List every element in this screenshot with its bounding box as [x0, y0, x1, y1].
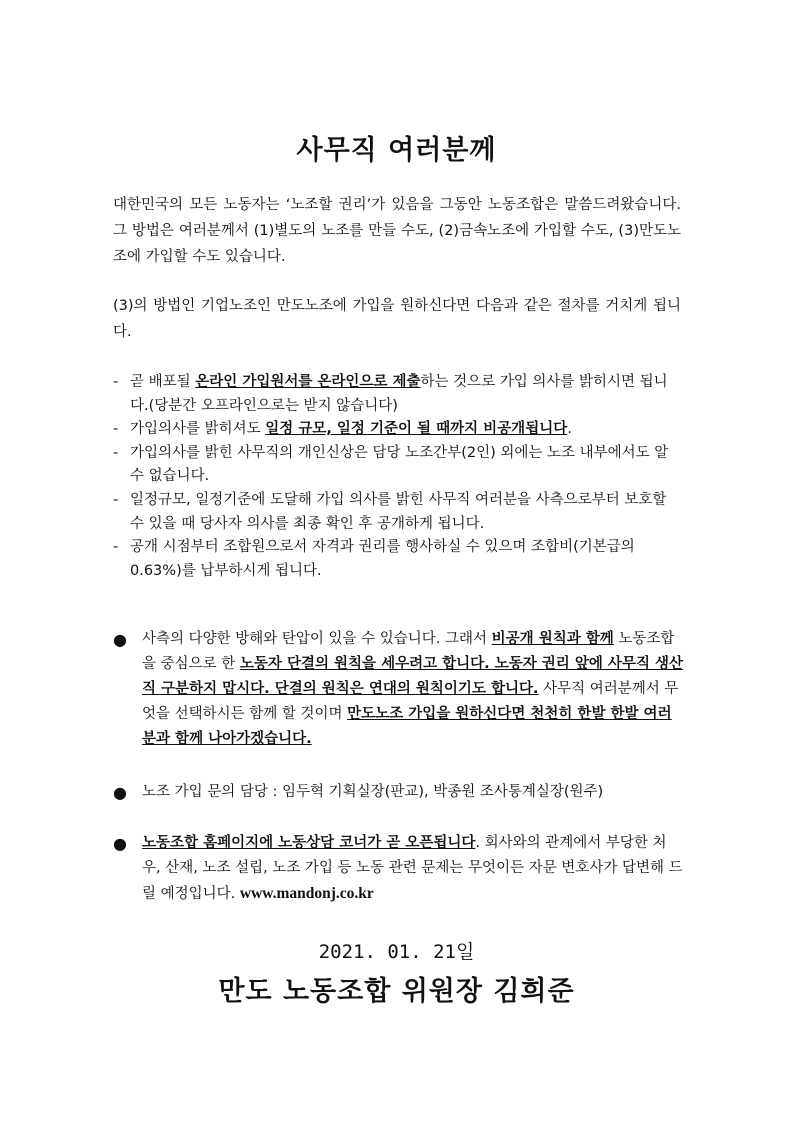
dash-marker: - — [113, 444, 119, 461]
note-emphasis: 비공개 원칙과 함께 — [491, 631, 614, 647]
bullet-dot-icon: ● — [113, 834, 127, 853]
dash-marker: - — [113, 491, 119, 508]
dash-marker: - — [113, 539, 119, 556]
note-emphasis: 노동자 단결의 원칙을 세우려고 합니다. 노동자 권리 앞에 사무직 생산직 구분하지 맙시다. 단결의 원칙은 연대의 원칙이기도 합니다. — [142, 656, 684, 697]
procedure-item — [113, 442, 683, 489]
procedure-text: 하는 것으로 가입 의사를 밝히시면 됩니다.(당분간 오프라인으로는 받지 않습니다) — [130, 374, 668, 414]
procedure-text: 곧 배포될 — [130, 374, 196, 390]
procedure-item — [113, 371, 683, 418]
note-emphasis: 노동조합 홈페이지에 노동상담 코너가 곧 오픈됩니다 — [142, 835, 476, 851]
intro-paragraph-1: 대한민국의 모든 노동자는 ‘노조할 권리’가 있음을 그동안 노동조합은 말씀드려왔습니다. 그 방법은 여러분께서 (1)별도의 노조를 만들 수도, (2)금속노조에 가입할 수도, (3)만도노조에 가입할 수도 있습니다. — [113, 197, 681, 265]
document-date: 2021. 01. 21일 — [318, 941, 475, 963]
dash-marker: - — [113, 421, 119, 438]
note-text — [113, 627, 683, 752]
procedure-text: 공개 시점부터 조합원으로서 자격과 권리를 행사하실 수 있으며 조합비(기본급의 0.63%)를 납부하시게 됩니다. — [130, 539, 635, 579]
note-segment: . 회사와의 관계에서 부당한 처우, 산재, 노조 설립, 노조 가입 등 노동 관련 문제는 무엇이든 자문 변호사가 답변해 드릴 예정입니다. — [142, 835, 683, 902]
procedure-item — [113, 489, 683, 536]
note-segment: 사무직 여러분께서 무엇을 선택하시든 함께 할 것이며 — [142, 681, 679, 722]
document-title: 사무직 여러분께 — [296, 135, 497, 166]
intro-paragraph-2: (3)의 방법인 기업노조인 만도노조에 가입을 원하신다면 다음과 같은 절차를 거치게 됩니다. — [113, 298, 681, 340]
note-emphasis: 만도노조 가입을 원하신다면 천천히 한발 한발 여러분과 함께 나아가겠습니다. — [142, 706, 672, 747]
procedure-emphasis: 온라인 가입원서를 온라인으로 제출 — [195, 374, 421, 390]
procedure-item — [113, 536, 683, 583]
note-contact — [113, 780, 683, 805]
bullet-dot-icon: ● — [113, 630, 127, 649]
note-solidarity — [113, 627, 683, 752]
document-signature: 만도 노동조합 위원장 김희준 — [218, 976, 575, 1007]
procedure-list — [113, 371, 683, 583]
dash-marker: - — [113, 374, 119, 390]
note-text — [113, 831, 683, 907]
note-homepage — [113, 831, 683, 907]
bullet-dot-icon: ● — [113, 783, 127, 802]
note-text: 노조 가입 문의 담당 : 임두혁 기획실장(판교), 박종원 조사통계실장(원주) — [142, 784, 604, 800]
note-segment: 사측의 다양한 방해와 탄압이 있을 수 있습니다. 그래서 — [142, 631, 492, 647]
procedure-item — [113, 418, 683, 442]
procedure-text: . — [567, 421, 572, 438]
procedure-text: 일정규모, 일정기준에 도달해 가입 의사를 밝힌 사무직 여러분을 사측으로부터 보호할 수 있을 때 당사자 의사를 최종 확인 후 공개하게 됩니다. — [130, 491, 667, 532]
procedure-text: 가입의사를 밝히셔도 — [130, 421, 266, 438]
procedure-text: 가입의사를 밝힌 사무직의 개인신상은 담당 노조간부(2인) 외에는 노조 내부에서도 알 수 없습니다. — [130, 444, 669, 485]
procedure-emphasis: 일정 규모, 일정 기준이 될 때까지 비공개됩니다 — [265, 421, 568, 438]
note-segment: 노동조합을 중심으로 한 — [142, 631, 675, 672]
homepage-url: www.mandonj.co.kr — [239, 885, 374, 902]
